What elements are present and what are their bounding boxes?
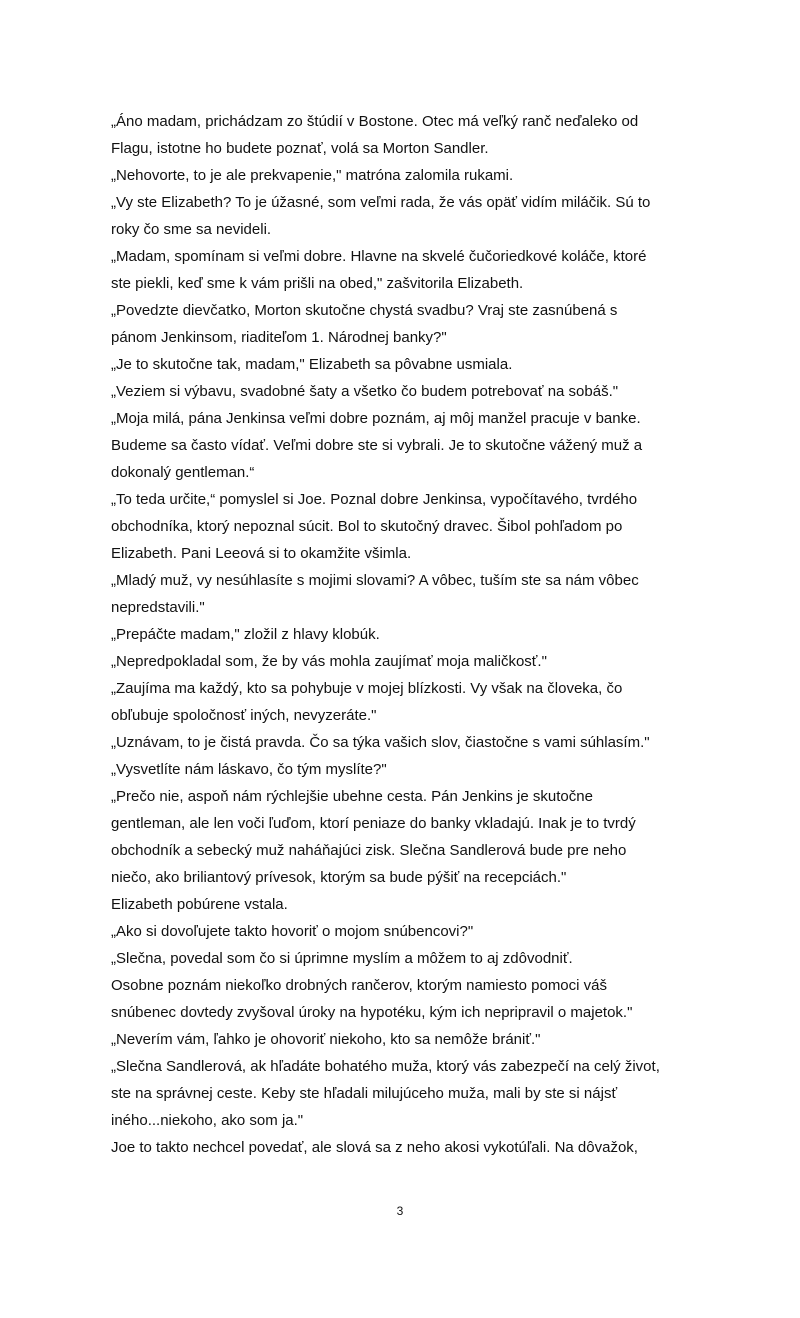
text-line: obľubuje spoločnosť iných, nevyzeráte." bbox=[111, 707, 377, 724]
text-line: ste na správnej ceste. Keby ste hľadali milujúceho muža, mali by ste si nájsť bbox=[111, 1085, 618, 1102]
text-line: „Uznávam, to je čistá pravda. Čo sa týka vašich slov, čiastočne s vami súhlasím." bbox=[111, 734, 650, 751]
text-line: gentleman, ale len voči ľuďom, ktorí peniaze do banky vkladajú. Inak je to tvrdý bbox=[111, 815, 636, 832]
text-line: „Madam, spomínam si veľmi dobre. Hlavne na skvelé čučoriedkové koláče, ktoré bbox=[111, 248, 647, 265]
page-number: 3 bbox=[396, 1204, 404, 1218]
text-line: obchodníka, ktorý nepoznal súcit. Bol to skutočný dravec. Šibol pohľadom po bbox=[111, 518, 623, 535]
text-line: „Slečna Sandlerová, ak hľadáte bohatého muža, ktorý vás zabezpečí na celý život, bbox=[111, 1058, 660, 1075]
text-line: Elizabeth pobúrene vstala. bbox=[111, 896, 288, 913]
text-line: nepredstavili." bbox=[111, 599, 205, 616]
text-line: „To teda určite,“ pomyslel si Joe. Poznal dobre Jenkinsa, vypočítavého, tvrdého bbox=[111, 491, 638, 508]
text-line: „Veziem si výbavu, svadobné šaty a všetko čo budem potrebovať na sobáš." bbox=[111, 383, 619, 400]
text-line: pánom Jenkinsom, riaditeľom 1. Národnej banky?" bbox=[111, 329, 447, 346]
text-line: „Áno madam, prichádzam zo štúdií v Bostone. Otec má veľký ranč neďaleko od bbox=[111, 113, 639, 130]
body-text bbox=[111, 108, 711, 1161]
text-line: „Nepredpokladal som, že by vás mohla zaujímať moja maličkosť." bbox=[111, 653, 547, 670]
text-line: Budeme sa často vídať. Veľmi dobre ste si vybrali. Je to skutočne vážený muž a bbox=[111, 437, 643, 454]
text-line: obchodník a sebecký muž naháňajúci zisk. Slečna Sandlerová bude pre neho bbox=[111, 842, 627, 859]
text-line: „Nehovorte, to je ale prekvapenie," matróna zalomila rukami. bbox=[111, 167, 514, 184]
text-line: „Moja milá, pána Jenkinsa veľmi dobre poznám, aj môj manžel pracuje v banke. bbox=[111, 410, 641, 427]
text-line: „Vy ste Elizabeth? To je úžasné, som veľmi rada, že vás opäť vidím miláčik. Sú to bbox=[111, 194, 651, 211]
text-line: dokonalý gentleman.“ bbox=[111, 464, 255, 481]
text-line: „Neverím vám, ľahko je ohovoriť niekoho, kto sa nemôže brániť." bbox=[111, 1031, 541, 1048]
text-line: „Prepáčte madam," zložil z hlavy klobúk. bbox=[111, 626, 380, 643]
text-line: Osobne poznám niekoľko drobných rančerov, ktorým namiesto pomoci váš bbox=[111, 977, 607, 994]
text-line: „Povedzte dievčatko, Morton skutočne chystá svadbu? Vraj ste zasnúbená s bbox=[111, 302, 618, 319]
text-line: „Vysvetlíte nám láskavo, čo tým myslíte?" bbox=[111, 761, 387, 778]
text-line: Flagu, istotne ho budete poznať, volá sa Morton Sandler. bbox=[111, 140, 489, 157]
text-line: „Zaujíma ma každý, kto sa pohybuje v mojej blízkosti. Vy však na človeka, čo bbox=[111, 680, 623, 697]
text-line: „Prečo nie, aspoň nám rýchlejšie ubehne cesta. Pán Jenkins je skutočne bbox=[111, 788, 593, 805]
text-line: „Ako si dovoľujete takto hovoriť o mojom snúbencovi?" bbox=[111, 923, 474, 940]
text-line: snúbenec dovtedy zvyšoval úroky na hypotéku, kým ich nepripravil o majetok." bbox=[111, 1004, 633, 1021]
text-line: „Je to skutočne tak, madam," Elizabeth sa pôvabne usmiala. bbox=[111, 356, 513, 373]
text-line: iného...niekoho, ako som ja." bbox=[111, 1112, 304, 1129]
text-line: „Mladý muž, vy nesúhlasíte s mojimi slovami? A vôbec, tuším ste sa nám vôbec bbox=[111, 572, 639, 589]
text-line: Joe to takto nechcel povedať, ale slová sa z neho akosi vykotúľali. Na dôvažok, bbox=[111, 1139, 638, 1156]
text-line: „Slečna, povedal som čo si úprimne myslím a môžem to aj zdôvodniť. bbox=[111, 950, 573, 967]
text-line: roky čo sme sa nevideli. bbox=[111, 221, 272, 238]
text-line: ste piekli, keď sme k vám prišli na obed," zašvitorila Elizabeth. bbox=[111, 275, 524, 292]
text-line: Elizabeth. Pani Leeová si to okamžite všimla. bbox=[111, 545, 412, 562]
text-line: niečo, ako briliantový prívesok, ktorým sa bude pýšiť na recepciách." bbox=[111, 869, 567, 886]
